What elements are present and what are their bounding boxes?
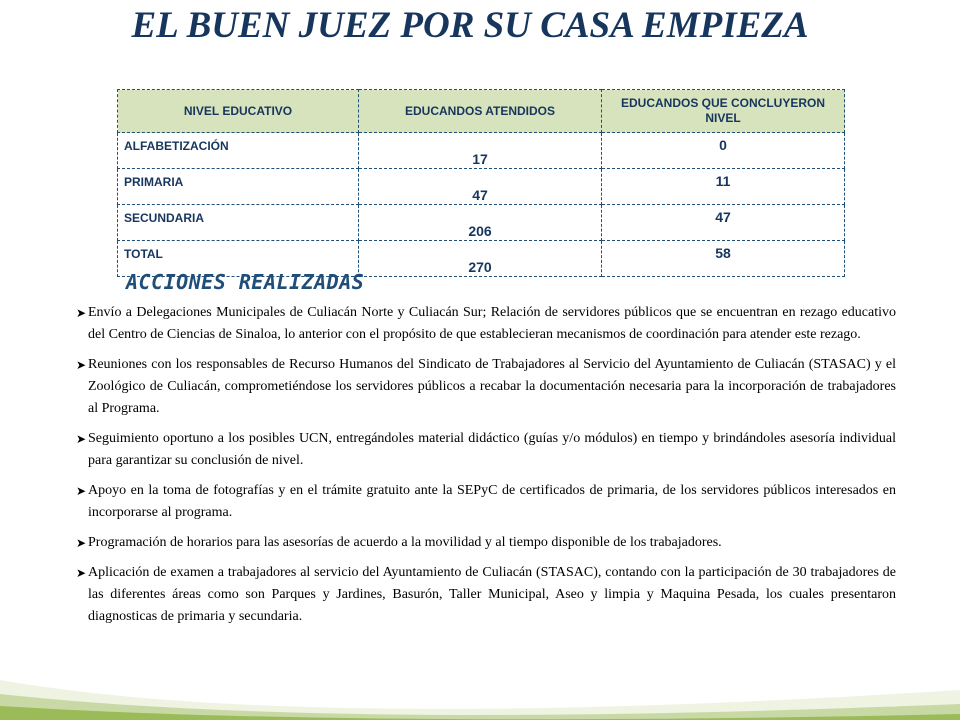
completed-cell: 0 — [602, 133, 845, 169]
table-row — [118, 169, 845, 205]
column-header-educandos-concluyeron: EDUCANDOS QUE CONCLUYERON NIVEL — [602, 90, 845, 133]
arrowhead-bullet-icon: ➤ — [76, 484, 87, 498]
column-header-educandos-atendidos: EDUCANDOS ATENDIDOS — [359, 90, 602, 133]
action-text: Envío a Delegaciones Municipales de Culiacán Norte y Culiacán Sur; Relación de servidores públicos que se encuentran en rezago educativo del Centro de Ciencias de Sinaloa, lo anterior con el propósito de que establecieran mecanismos de coordinación para atender este rezago. — [88, 305, 896, 342]
action-text: Aplicación de examen a trabajadores al servicio del Ayuntamiento de Culiacán (STASAC), contando con la participación de 30 trabajadores de las diferentes áreas como son Parques y Jardines, Basurón, Taller Municipal, Aseo y limpia y Maquina Pesada, los cuales presentaron diagnosticas de primaria y secundaria. — [88, 565, 896, 624]
level-cell: TOTAL — [118, 241, 359, 277]
list-item — [76, 302, 896, 346]
completed-cell: 58 — [602, 241, 845, 277]
arrowhead-bullet-icon: ➤ — [76, 566, 87, 580]
attended-cell: 47 — [359, 169, 602, 205]
action-text: Programación de horarios para las asesorías de acuerdo a la movilidad y al tiempo disponible de los trabajadores. — [88, 535, 722, 550]
list-item — [76, 562, 896, 628]
completed-cell: 47 — [602, 205, 845, 241]
column-header-nivel-educativo: NIVEL EDUCATIVO — [118, 90, 359, 133]
level-cell: ALFABETIZACIÓN — [118, 133, 359, 169]
arrowhead-bullet-icon: ➤ — [76, 536, 87, 550]
level-cell: SECUNDARIA — [118, 205, 359, 241]
list-item — [76, 532, 896, 554]
table-header-row — [118, 90, 845, 133]
action-text: Seguimiento oportuno a los posibles UCN, entregándoles material didáctico (guías y/o módulos) en tiempo y brindándoles asesoría individual para garantizar su conclusión de nivel. — [88, 431, 896, 468]
table-row — [118, 205, 845, 241]
attended-cell: 206 — [359, 205, 602, 241]
arrowhead-bullet-icon: ➤ — [76, 432, 87, 446]
level-cell: PRIMARIA — [118, 169, 359, 205]
attended-cell: 17 — [359, 133, 602, 169]
list-item — [76, 354, 896, 420]
arrowhead-bullet-icon: ➤ — [76, 306, 87, 320]
table-row — [118, 133, 845, 169]
education-level-table — [117, 89, 845, 277]
action-text: Apoyo en la toma de fotografías y en el trámite gratuito ante la SEPyC de certificados de primaria, de los servidores públicos interesados en incorporarse al programa. — [88, 483, 896, 520]
list-item — [76, 480, 896, 524]
attended-cell: 270 — [359, 241, 602, 277]
action-text: Reuniones con los responsables de Recurso Humanos del Sindicato de Trabajadores al Servicio del Ayuntamiento de Culiacán (STASAC) y el Zoológico de Culiacán, comprometiéndose los servidores públicos a recabar la documentación necesaria para la incorporación de trabajadores al Programa. — [88, 357, 896, 416]
decorative-green-wave — [0, 660, 960, 720]
arrowhead-bullet-icon: ➤ — [76, 358, 87, 372]
completed-cell: 11 — [602, 169, 845, 205]
actions-list — [76, 302, 896, 636]
page-title: EL BUEN JUEZ POR SU CASA EMPIEZA — [131, 5, 809, 46]
section-heading: ACCIONES REALIZADAS — [126, 270, 365, 294]
list-item — [76, 428, 896, 472]
